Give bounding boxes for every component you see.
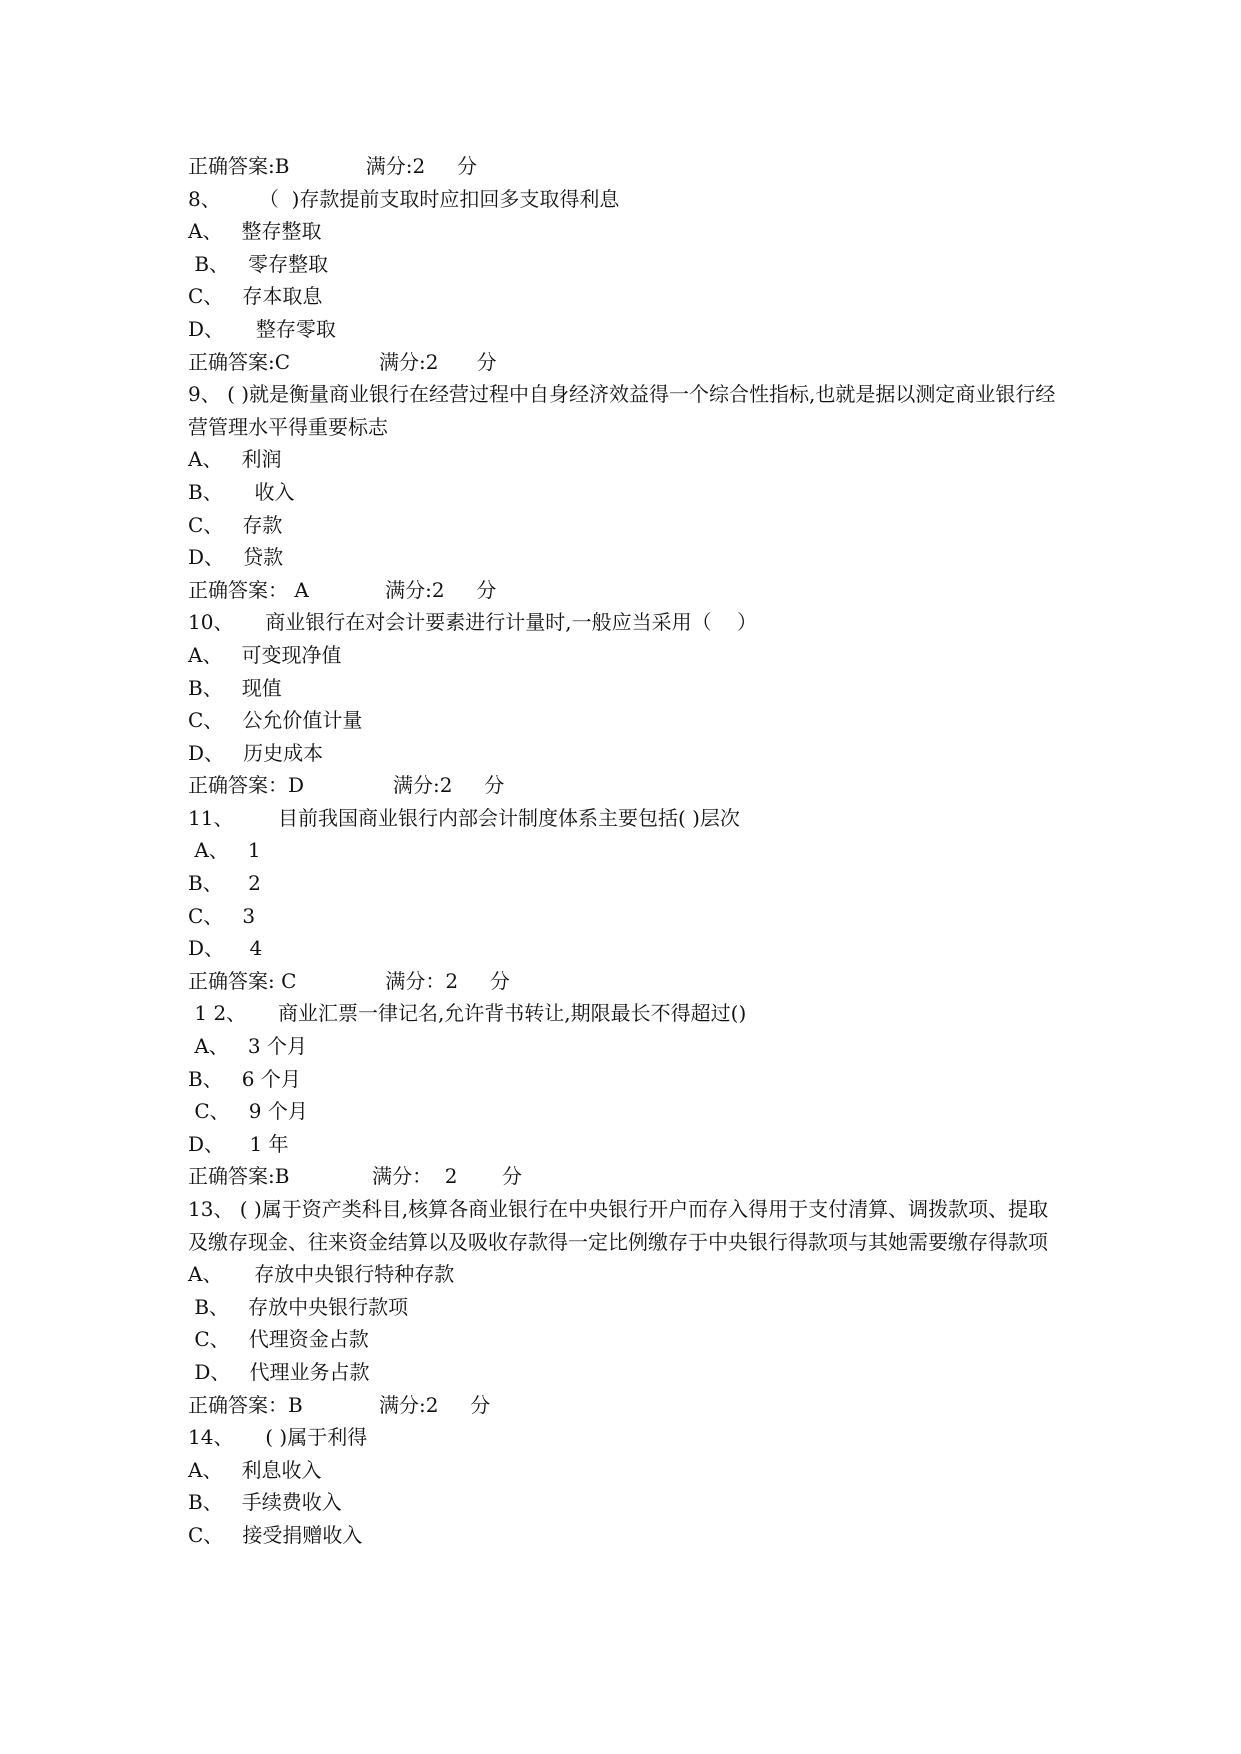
option-line: D、 贷款 [188, 545, 284, 570]
option-line: D、 4 [188, 936, 263, 961]
option-line: B、 收入 [188, 479, 295, 504]
option-line: A、 利息收入 [188, 1457, 322, 1482]
question-line: 10、 商业银行在对会计要素进行计量时,一般应当采用（ ） [188, 610, 758, 635]
answer-line: 正确答案: C 满分：2 分 [188, 968, 510, 993]
option-line: D、 1 年 [188, 1131, 289, 1156]
answer-line: 正确答案:B 满分： 2 分 [188, 1164, 523, 1189]
question-line: 11、 目前我国商业银行内部会计制度体系主要包括( )层次 [188, 805, 740, 830]
question-line: 9、 ( )就是衡量商业银行在经营过程中自身经济效益得一个综合性指标,也就是据以测定商业银行经营管理水平得重要标志 [188, 382, 1056, 439]
option-line: B、 零存整取 [188, 251, 329, 276]
option-line: D、 历史成本 [188, 740, 324, 765]
option-line: B、 2 [188, 871, 261, 896]
option-line: A、 整存整取 [188, 219, 322, 244]
option-line: C、 代理资金占款 [188, 1327, 369, 1352]
answer-line: 正确答案:C 满分:2 分 [188, 349, 497, 374]
option-line: C、 存款 [188, 512, 283, 537]
option-line: D、 整存零取 [188, 316, 336, 341]
option-line: A、 可变现净值 [188, 642, 342, 667]
option-line: A、 1 [188, 838, 261, 863]
answer-line: 正确答案：D 满分:2 分 [188, 773, 505, 798]
answer-line: 正确答案:B 满分:2 分 [188, 154, 477, 178]
option-line: A、 利润 [188, 447, 282, 472]
question-line: 14、 ( )属于利得 [188, 1425, 368, 1450]
question-line: 13、 ( )属于资产类科目,核算各商业银行在中央银行开户而存入得用于支付清算、调拨款项、提取及缴存现金、往来资金结算以及吸收存款得一定比例缴存于中央银行得款项与其她需要缴存得款项 [188, 1197, 1049, 1254]
option-line: C、 9 个月 [188, 1099, 308, 1124]
option-line: B、 现值 [188, 675, 282, 700]
option-line: C、 接受捐赠收入 [188, 1522, 363, 1547]
option-line: B、 存放中央银行款项 [188, 1294, 409, 1319]
option-line: B、 6 个月 [188, 1066, 301, 1091]
option-line: C、 公允价值计量 [188, 708, 363, 733]
option-line: A、 存放中央银行特种存款 [188, 1262, 455, 1287]
option-line: D、 代理业务占款 [188, 1359, 370, 1384]
document-page [188, 150, 1068, 1552]
option-line: C、 存本取息 [188, 284, 323, 309]
option-line: C、 3 [188, 903, 256, 928]
answer-line: 正确答案：B 满分:2 分 [188, 1392, 491, 1417]
answer-line: 正确答案： A 满分:2 分 [188, 577, 497, 602]
question-line: 1 2、 商业汇票一律记名,允许背书转让,期限最长不得超过() [188, 1001, 747, 1026]
question-line: 8、 （ )存款提前支取时应扣回多支取得利息 [188, 186, 620, 211]
option-line: A、 3 个月 [188, 1034, 307, 1059]
option-line: B、 手续费收入 [188, 1490, 342, 1515]
